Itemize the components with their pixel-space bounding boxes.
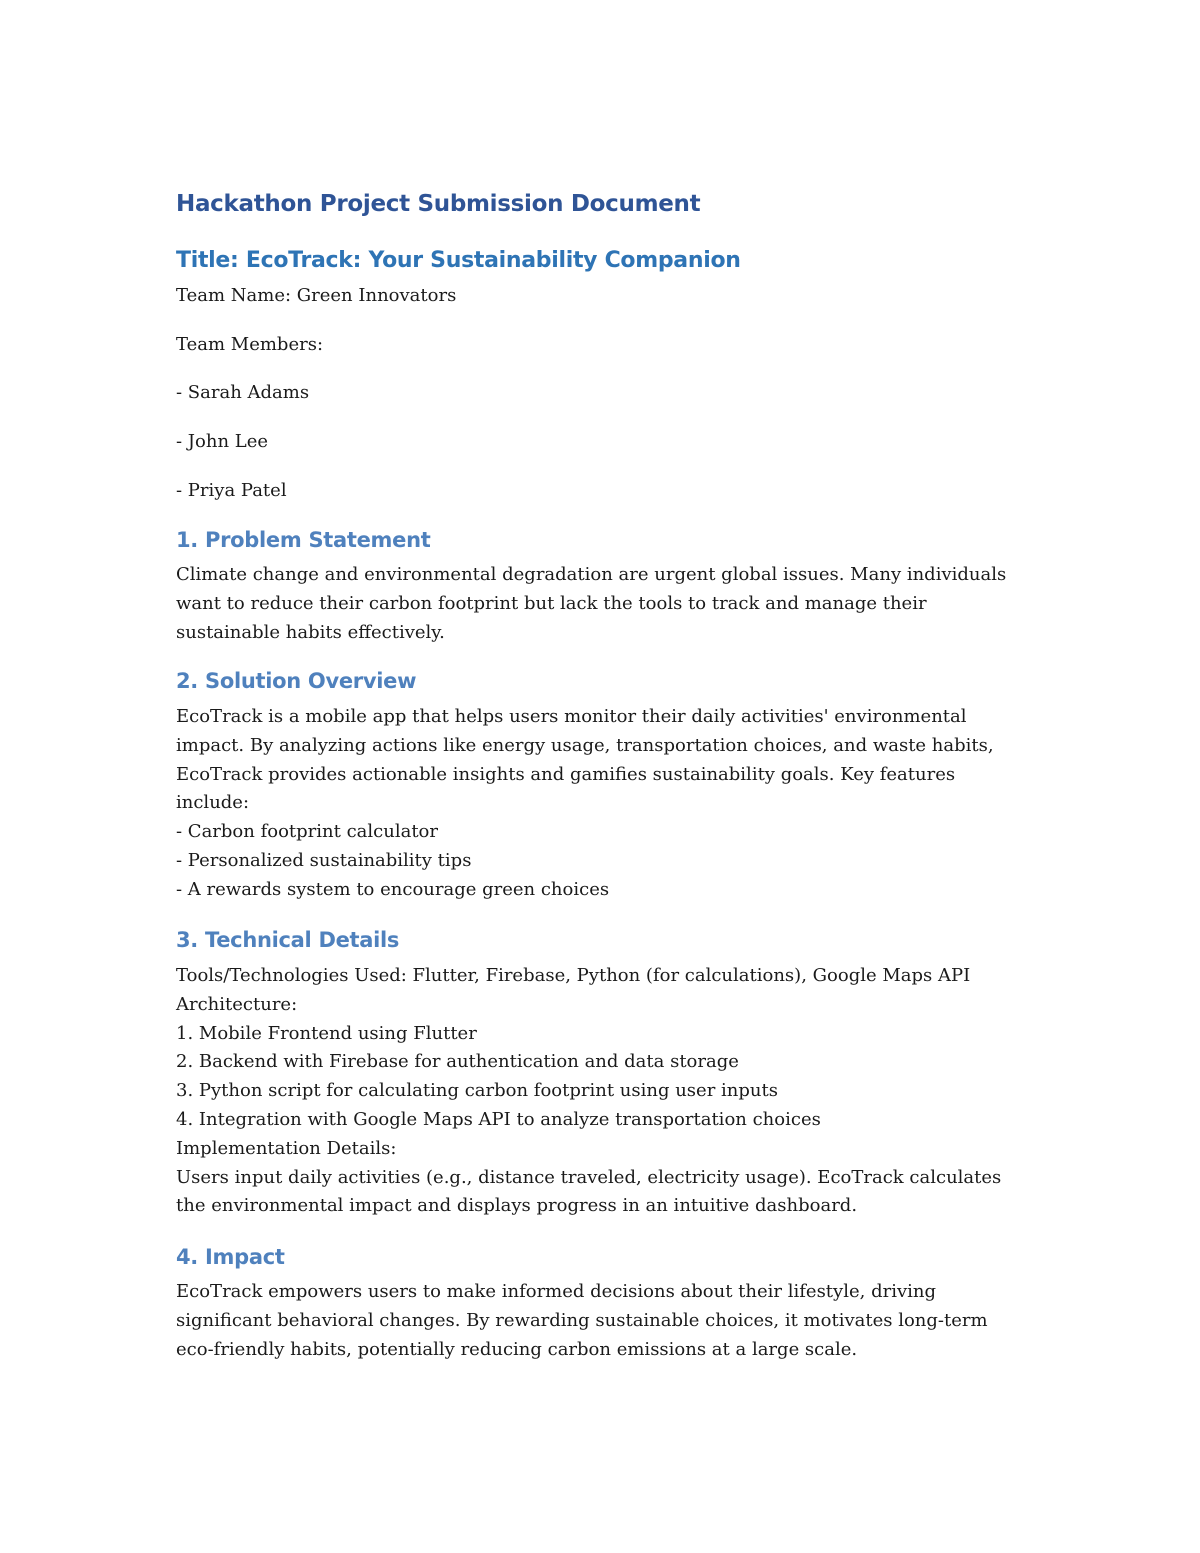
paragraph-line: EcoTrack provides actionable insights and gamifies sustainability goals. Key features bbox=[176, 763, 956, 785]
section-heading-solution-overview: 2. Solution Overview bbox=[176, 669, 417, 693]
list-item: - Personalized sustainability tips bbox=[176, 849, 472, 871]
team-member: - John Lee bbox=[176, 431, 269, 452]
section-body-solution-overview bbox=[176, 703, 994, 905]
paragraph-line: Users input daily activities (e.g., distance traveled, electricity usage). EcoTrack calculates bbox=[176, 1166, 1002, 1188]
paragraph-line: Architecture: bbox=[176, 993, 298, 1015]
paragraph-line: Tools/Technologies Used: Flutter, Firebase, Python (for calculations), Google Maps API bbox=[176, 965, 971, 986]
section-body-impact bbox=[176, 1278, 988, 1364]
paragraph-line: want to reduce their carbon footprint but lack the tools to track and manage their bbox=[176, 592, 927, 614]
paragraph-line: EcoTrack is a mobile app that helps users monitor their daily activities' environmental bbox=[176, 706, 967, 727]
team-members-label: Team Members: bbox=[176, 334, 324, 355]
list-item: 3. Python script for calculating carbon footprint using user inputs bbox=[176, 1080, 778, 1102]
paragraph-line: significant behavioral changes. By rewarding sustainable choices, it motivates long-term bbox=[176, 1309, 988, 1331]
section-heading-impact: 4. Impact bbox=[176, 1245, 285, 1269]
paragraph-line: the environmental impact and displays progress in an intuitive dashboard. bbox=[176, 1195, 858, 1217]
paragraph-line: Climate change and environmental degradation are urgent global issues. Many individuals bbox=[176, 564, 1007, 585]
list-item: 1. Mobile Frontend using Flutter bbox=[176, 1022, 477, 1044]
document-title: Hackathon Project Submission Document bbox=[176, 191, 701, 217]
paragraph-line: Implementation Details: bbox=[176, 1137, 397, 1159]
section-heading-problem-statement: 1. Problem Statement bbox=[176, 528, 431, 552]
paragraph-line: EcoTrack empowers users to make informed decisions about their lifestyle, driving bbox=[176, 1281, 936, 1302]
section-body-problem-statement bbox=[176, 561, 1006, 647]
list-item: 2. Backend with Firebase for authentication and data storage bbox=[176, 1051, 739, 1073]
team-member: - Priya Patel bbox=[176, 480, 287, 501]
paragraph-line: sustainable habits effectively. bbox=[176, 621, 445, 643]
list-item: 4. Integration with Google Maps API to analyze transportation choices bbox=[176, 1108, 821, 1130]
list-item: - A rewards system to encourage green choices bbox=[176, 878, 610, 900]
team-member: - Sarah Adams bbox=[176, 382, 310, 403]
paragraph-line: impact. By analyzing actions like energy usage, transportation choices, and waste habits, bbox=[176, 734, 994, 756]
project-title: Title: EcoTrack: Your Sustainability Companion bbox=[176, 248, 741, 273]
section-body-technical-details bbox=[176, 962, 1001, 1221]
section-heading-technical-details: 3. Technical Details bbox=[176, 928, 400, 952]
team-name: Team Name: Green Innovators bbox=[176, 285, 457, 306]
list-item: - Carbon footprint calculator bbox=[176, 821, 438, 843]
paragraph-line: eco-friendly habits, potentially reducing carbon emissions at a large scale. bbox=[176, 1338, 858, 1360]
paragraph-line: include: bbox=[176, 792, 250, 814]
